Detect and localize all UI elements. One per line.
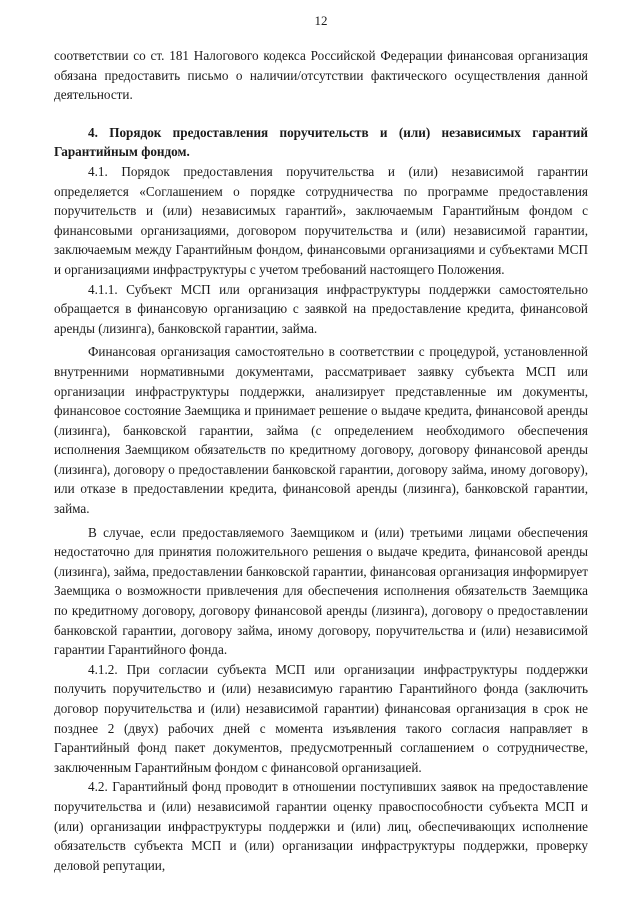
financial-organization-paragraph: Финансовая организация самостоятельно в соответствии с процедурой, установленной внутренними нормативными документами, рассматривает заявку субъекта МСП или организации инфраструктуры поддержки, анализирует представленные им документы, финансовое состояние Заемщика и принимает решение о выдаче кредита, финансовой аренды (лизинга), банковской гарантии, займа (с определением необходимого обеспечения исполнения Заемщиком обязательств по кредитному договору, договору финансовой аренды (лизинга), договору о предоставлении банковской гарантии, договору займа, иному договору), или отказе в предоставлении кредита, финансовой аренды (лизинга), банковской гарантии, займа. — [54, 344, 588, 517]
page-number: 12 — [314, 13, 328, 28]
clause-4-1-1: 4.1.1. Субъект МСП или организация инфраструктуры поддержки самостоятельно обращается в финансовую организацию с заявкой на предоставление кредита, финансовой аренды (лизинга), банковской гарантии, займа. — [54, 281, 588, 336]
clause-4-1-2: 4.1.2. При согласии субъекта МСП или организации инфраструктуры поддержки получить поручительство и (или) независимую гарантию Гарантийного фонда (заключить договор поручительства и (или) независимой гарантии) финансовая организация в срок не позднее 2 (двух) рабочих дней с момента изъявления такого согласия направляет в Гарантийный фонд пакет документов, предусмотренный соглашением о сотрудничестве, заключенным Гарантийным фондом с финансовой организацией. — [54, 661, 588, 775]
clause-4-2: 4.2. Гарантийный фонд проводит в отношении поступивших заявок на предоставление поручительства и (или) независимой гарантии оценку правоспособности субъекта МСП и (или) организации инфраструктуры поддержки и (или) лиц, обеспечивающих исполнение обязательств субъекта МСП и (или) организации инфраструктуры поддержки, проверку деловой репутации, — [54, 779, 588, 873]
clause-4-1: 4.1. Порядок предоставления поручительства и (или) независимой гарантии определяется «Соглашением о порядке сотрудничества по программе предоставления поручительств и (или) независимых гарантий», заключаемым Гарантийным фондом с финансовыми организациями, договором поручительства и (или) независимой гарантии, заключаемым между Гарантийным фондом, финансовыми организациями и субъектами МСП и организациями инфраструктуры с учетом требований настоящего Положения. — [54, 163, 588, 277]
insufficient-security-paragraph: В случае, если предоставляемого Заемщиком и (или) третьими лицами обеспечения недостаточно для принятия положительного решения о выдаче кредита, финансовой аренды (лизинга), займа, предоставлении банковской гарантии, финансовая организация информирует Заемщика о возможности привлечения для обеспечения исполнения обязательств Заемщика по кредитному договору, договору финансовой аренды (лизинга), договору о предоставлении банковской гарантии, договору займа, иному договору, поручительства и (или) независимой гарантии Гарантийного фонда. — [54, 524, 588, 658]
continuation-paragraph: соответствии со ст. 181 Налогового кодекса Российской Федерации финансовая организация обязана предоставить письмо о наличии/отсутствии фактического осуществления данной деятельности. — [54, 48, 588, 103]
section-heading: 4. Порядок предоставления поручительств и (или) независимых гарантий Гарантийным фондом. — [54, 124, 588, 160]
